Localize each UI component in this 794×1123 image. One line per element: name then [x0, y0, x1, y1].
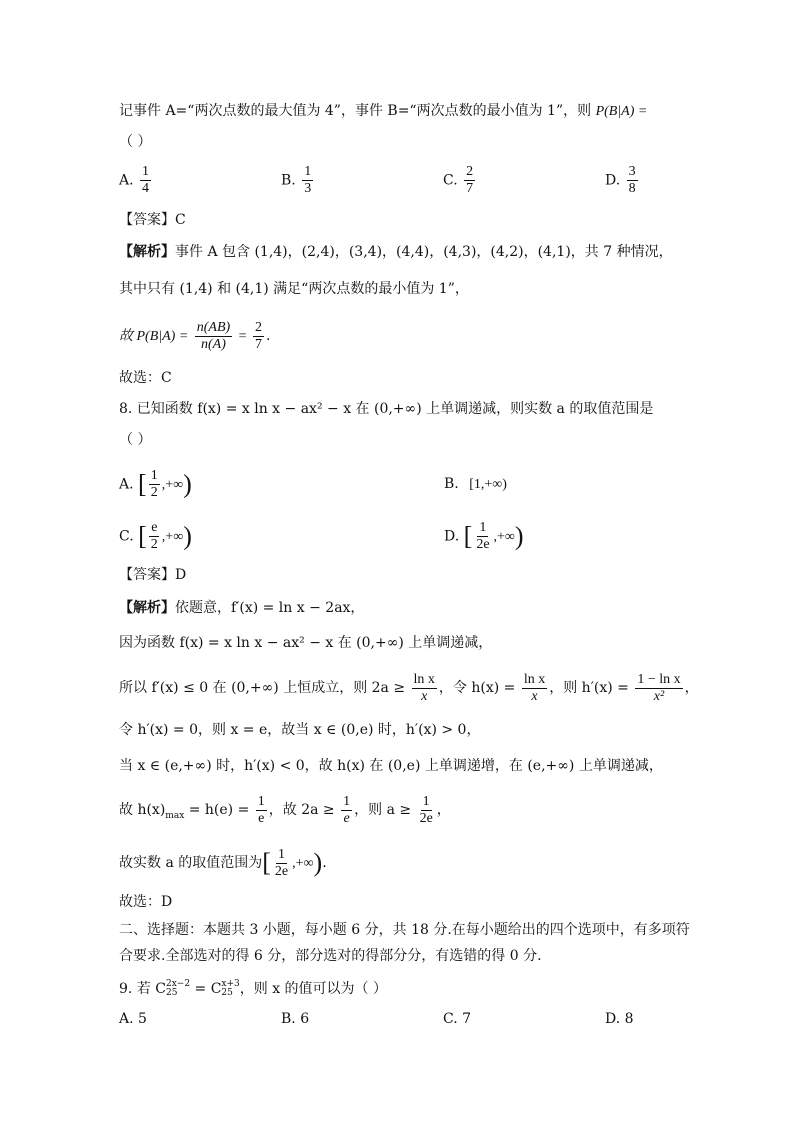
subscript: 25	[165, 988, 178, 998]
text: = h(e) =	[188, 802, 250, 818]
paren-right: )	[514, 521, 524, 551]
frac-den: 2e	[419, 810, 433, 826]
analysis-text: 依题意，f′(x) = ln x − 2ax，	[175, 600, 365, 616]
text: ，令 h(x) =	[438, 680, 516, 696]
frac-den: 7	[466, 181, 474, 196]
section2-instructions-1: 二、选择题：本题共 3 小题，每小题 6 分，共 18 分.在每小题给出的四个选项中，有多项符	[119, 922, 690, 938]
paren-right: )	[313, 848, 323, 877]
q8-answer: 【答案】D	[119, 567, 187, 583]
frac-den: x	[421, 688, 428, 704]
q9-option-c: C. 7	[443, 1011, 472, 1027]
option-fraction	[140, 164, 151, 197]
frac-den: 2e	[476, 537, 490, 552]
frac-den: 2	[150, 537, 158, 552]
q7-choose: 故选：C	[119, 370, 172, 386]
fraction	[195, 320, 232, 353]
q9-option-d: D. 8	[605, 1011, 634, 1027]
frac-num: 1	[422, 793, 430, 809]
text: 故实数 a 的取值范围为	[119, 855, 263, 871]
q7-analysis-line1	[119, 242, 673, 262]
fraction	[635, 672, 682, 705]
q7-stem-text: 记事件 A=“两次点数的最大值为 4”，事件 B=“两次点数的最小值为 1”，则	[119, 103, 592, 119]
q7-option-d	[605, 164, 640, 197]
q8-analysis-6	[119, 790, 451, 836]
frac-num: 2	[254, 319, 262, 335]
formula-prefix: 故 P(B|A) =	[119, 329, 189, 344]
fraction	[412, 672, 437, 705]
frac-den: x	[531, 688, 538, 704]
fraction	[418, 794, 435, 827]
q8-option-d	[444, 520, 524, 553]
option-letter: A.	[119, 172, 134, 189]
bracket-left: [	[463, 521, 473, 551]
text: ，则 a ≥	[354, 802, 412, 818]
text: ，	[436, 802, 451, 818]
interval-tail: ,+∞	[292, 856, 314, 871]
text: ，故 2a ≥	[268, 802, 335, 818]
text: 所以 f′(x) ≤ 0 在 (0,+∞) 上恒成立，则 2a ≥	[119, 680, 406, 696]
q8-analysis-4: 令 h′(x) = 0，则 x = e，故当 x ∈ (0,e) 时，h′(x) > 0，	[119, 722, 481, 738]
superscript: x+3	[221, 979, 240, 989]
frac-num: e	[151, 520, 158, 535]
fraction	[149, 468, 160, 501]
q9-stem	[119, 979, 387, 999]
q9-option-a: A. 5	[119, 1011, 147, 1027]
q8-analysis-7	[119, 843, 327, 884]
analysis-label: 【解析】	[119, 244, 175, 260]
comb-index	[166, 980, 190, 998]
bracket-left: [	[138, 469, 147, 499]
fraction	[253, 320, 264, 353]
q8-analysis-5: 当 x ∈ (e,+∞) 时，h′(x) < 0，故 h(x) 在 (0,e) 上单调递增，在 (e,+∞) 上单调递减，	[119, 758, 663, 774]
option-letter: B.	[444, 476, 459, 492]
frac-num: ln x	[413, 671, 435, 687]
fraction	[149, 520, 160, 553]
frac-den: e	[258, 810, 265, 826]
q8-stem: 8. 已知函数 f(x) = x ln x − ax² − x 在 (0,+∞) 上单调递减，则实数 a 的取值范围是	[119, 401, 654, 417]
q7-stem	[119, 101, 647, 122]
frac-den: 2e	[274, 863, 289, 879]
frac-den: 7	[254, 336, 262, 352]
q9-option-b: B. 6	[281, 1011, 310, 1027]
text: 故 h(x)	[119, 802, 166, 818]
subscript: max	[165, 810, 185, 821]
fraction	[341, 794, 352, 827]
text: .	[322, 855, 327, 871]
q7-paren: （ ）	[119, 134, 152, 150]
q7-answer: 【答案】C	[119, 212, 186, 228]
interval-tail: ,+∞	[161, 477, 184, 493]
option-letter: C.	[443, 172, 458, 189]
text: = C	[190, 981, 222, 997]
text: ，则 h′(x) =	[549, 680, 629, 696]
frac-num: 3	[628, 164, 636, 179]
bracket-left: [	[262, 848, 271, 877]
frac-num: 1	[479, 520, 487, 535]
frac-den: 2	[150, 485, 158, 500]
fraction	[522, 672, 547, 705]
text: 9. 若 C	[119, 981, 166, 997]
frac-den: e	[343, 810, 350, 826]
frac-num: 1 − ln x	[637, 671, 681, 687]
frac-num: ln x	[523, 671, 546, 687]
analysis-text: 事件 A 包含 (1,4)，(2,4)，(3,4)，(4,4)，(4,3)，(4,2)，(4,1)，共 7 种情况，	[175, 244, 673, 260]
option-letter: D.	[444, 528, 460, 545]
frac-num: 1	[150, 468, 158, 483]
option-value: [1,+∞)	[469, 477, 507, 492]
equals: =	[238, 329, 247, 344]
q8-option-b	[444, 474, 507, 495]
q8-analysis-2: 因为函数 f(x) = x ln x − ax² − x 在 (0,+∞) 上单调递减，	[119, 635, 493, 651]
frac-den: 4	[142, 181, 150, 196]
q8-paren: （ ）	[119, 432, 152, 448]
frac-num: 2	[466, 164, 474, 179]
fraction	[474, 520, 491, 553]
paren-right: )	[183, 521, 192, 551]
q7-analysis-line2: 其中只有 (1,4) 和 (4,1) 满足“两次点数的最小值为 1”，	[119, 281, 469, 297]
option-fraction	[627, 164, 638, 197]
option-letter: B.	[281, 172, 296, 189]
frac-num: n(AB)	[196, 319, 231, 335]
paren-right: )	[183, 469, 192, 499]
frac-den: x²	[653, 688, 665, 704]
q8-option-c	[119, 520, 192, 553]
text: ，	[684, 680, 699, 696]
frac-num: 1	[278, 846, 286, 862]
frac-den: 8	[628, 181, 636, 196]
text: ，则 x 的值可以为（ ）	[239, 981, 387, 997]
q7-option-a	[119, 164, 153, 197]
frac-num: 1	[304, 164, 312, 179]
frac-num: 1	[142, 164, 150, 179]
frac-den: 3	[304, 181, 312, 196]
fraction	[273, 847, 290, 880]
q7-option-b	[281, 164, 315, 197]
option-letter: C.	[119, 528, 134, 545]
comb-index	[221, 980, 239, 998]
q7-analysis-line3: 故 P(B|A) = $\frac{n(AB)}{n(A)}$ = $\frac{2}{7}$ .	[119, 319, 271, 352]
option-letter: D.	[605, 172, 621, 189]
frac-num: 1	[257, 793, 265, 809]
q8-choose: 故选：D	[119, 894, 173, 910]
subscript: 25	[221, 988, 233, 998]
option-fraction	[302, 164, 313, 197]
interval-tail: ,+∞	[493, 529, 515, 545]
q7-stem-expr: P(B|A) =	[595, 104, 648, 119]
interval-tail: ,+∞	[161, 529, 184, 545]
bracket-left: [	[138, 521, 147, 551]
option-fraction	[464, 164, 475, 197]
fraction	[256, 794, 267, 827]
q8-analysis-1	[119, 598, 364, 618]
section2-instructions-2: 合要求.全部选对的得 6 分，部分选对的得部分分，有选错的得 0 分.	[119, 948, 542, 964]
frac-num: 1	[343, 793, 351, 809]
superscript: 2x−2	[165, 979, 191, 989]
option-letter: A.	[119, 476, 134, 493]
q8-option-a	[119, 468, 192, 501]
analysis-label: 【解析】	[119, 600, 175, 616]
q8-analysis-3	[119, 668, 699, 708]
frac-den: n(A)	[201, 336, 226, 352]
q7-option-c	[443, 164, 477, 197]
